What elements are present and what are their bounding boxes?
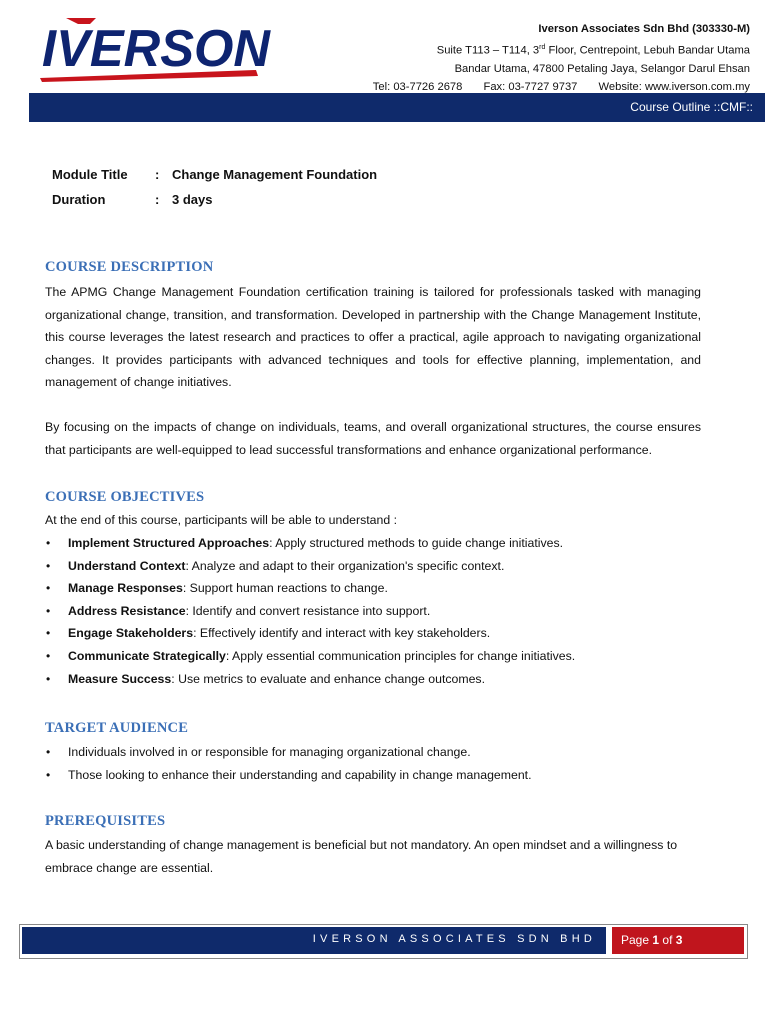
course-description-paragraph-1: The APMG Change Management Foundation certification training is tailored for professionals tasked with managing organizational change, transition, and transformation. Developed in partnership with the Change Management Institute, this course leverages the latest research and practices to offer a practical, agile approach to navigating organizational changes. It provides participants with advanced techniques and tools for effective planning, implementation, and management of change initiatives.	[45, 285, 701, 390]
module-title-colon: :	[155, 167, 160, 182]
module-title-row	[52, 162, 377, 187]
company-fax: Fax: 03-7727 9737	[483, 81, 578, 94]
list-item: • Engage Stakeholders: Effectively identify and interact with key stakeholders.	[45, 622, 725, 645]
course-outline-label: Course Outline ::CMF::	[630, 100, 753, 114]
header-bar	[29, 93, 765, 122]
duration-value: 3 days	[172, 192, 213, 207]
company-info	[373, 20, 750, 97]
company-name: Iverson Associates Sdn Bhd (303330-M)	[538, 23, 750, 35]
logo-text: IVERSON	[42, 20, 272, 78]
module-title-value: Change Management Foundation	[172, 167, 378, 182]
footer-company: IVERSON ASSOCIATES SDN BHD	[312, 933, 596, 945]
course-description-paragraph-2: By focusing on the impacts of change on individuals, teams, and overall organizational structures, the course ensures that participants are well-equipped to lead successful transformations and enhance organizational performance.	[45, 420, 701, 457]
footer-bar	[22, 927, 606, 954]
list-item: • Communicate Strategically: Apply essential communication principles for change initiatives.	[45, 645, 725, 668]
list-item: • Address Resistance: Identify and convert resistance into support.	[45, 600, 725, 623]
page-number: 1	[652, 933, 660, 947]
duration-label: Duration	[52, 192, 106, 207]
list-item: • Those looking to enhance their understanding and capability in change management.	[45, 764, 725, 787]
list-item: • Measure Success: Use metrics to evaluate and enhance change outcomes.	[45, 668, 725, 691]
company-address-line2: Bandar Utama, 47800 Petaling Jaya, Selangor Darul Ehsan	[454, 62, 750, 75]
prerequisites-text: A basic understanding of change management is beneficial but not mandatory. An open mindset and a willingness to embrace change are essential.	[45, 838, 678, 875]
page-indicator	[612, 927, 744, 954]
target-audience-list	[45, 741, 725, 786]
iverson-logo	[38, 16, 274, 82]
list-item: • Understand Context: Analyze and adapt to their organization's specific context.	[45, 555, 725, 578]
company-tel: Tel: 03-7726 2678	[372, 81, 463, 94]
duration-colon: :	[155, 192, 160, 207]
list-item: • Manage Responses: Support human reactions to change.	[45, 577, 725, 600]
list-item: • Implement Structured Approaches: Apply structured methods to guide change initiatives.	[45, 532, 725, 555]
duration-row	[52, 187, 377, 212]
of-word: of	[662, 933, 673, 947]
course-description-heading: COURSE DESCRIPTION	[45, 259, 214, 275]
company-website: Website: www.iverson.com.my	[598, 81, 750, 94]
target-audience-heading: TARGET AUDIENCE	[45, 720, 189, 736]
module-info	[52, 162, 377, 212]
course-objectives-heading: COURSE OBJECTIVES	[45, 489, 205, 505]
course-objectives-intro: At the end of this course, participants will be able to understand :	[45, 513, 398, 527]
page-word: Page	[621, 933, 650, 947]
list-item: • Individuals involved in or responsible for managing organizational change.	[45, 741, 725, 764]
prerequisites-heading: PREREQUISITES	[45, 813, 166, 829]
module-title-label: Module Title	[52, 167, 128, 182]
course-objectives-list	[45, 532, 725, 690]
company-address-line1: Suite T113 – T114, 3rd Floor, Centrepoint, Lebuh Bandar Utama	[436, 43, 750, 57]
page-total: 3	[675, 933, 683, 947]
